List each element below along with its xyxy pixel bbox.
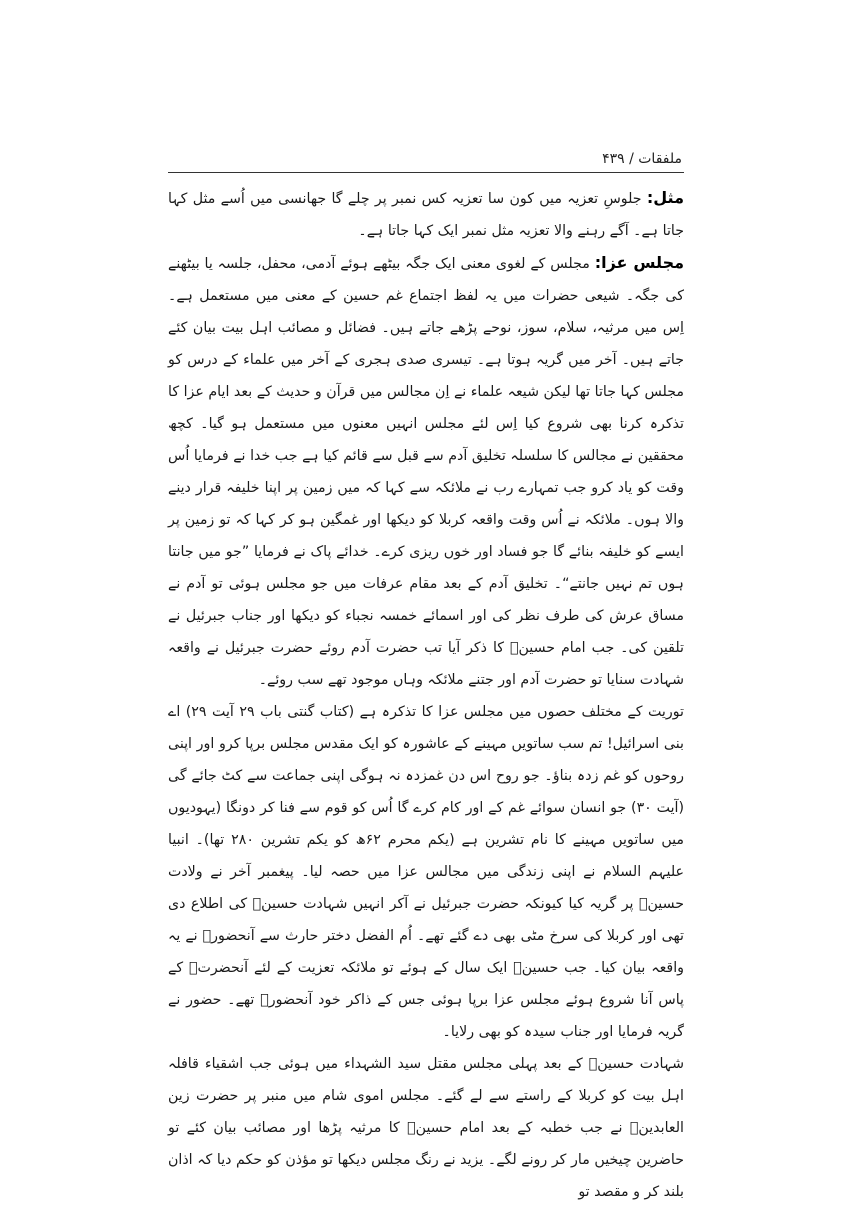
glossary-entry-majlis-e-aza bbox=[168, 247, 684, 696]
entry-definition: جلوسِ تعزیہ میں کون سا تعزیہ کس نمبر پر چلے گا جھانسی میں اُسے مثل کہا جاتا ہے۔ آگے رہنے والا تعزیہ مثل نمبر ایک کہا جاتا ہے۔ bbox=[168, 191, 684, 239]
header-rule bbox=[168, 172, 684, 173]
body-paragraph: شہادت حسینؑ کے بعد پہلی مجلس مقتل سید الشہداء میں ہوئی جب اشقیاء قافلہ اہل بیت کو کربلا کے راستے سے لے گئے۔ مجلس اموی شام میں منبر پر حضرت زین العابدینؑ نے جب خطبہ کے بعد امام حسینؑ کا مرثیہ پڑھا اور مصائب بیان کئے تو حاضرین چیخیں مار کر رونے لگے۔ یزید نے رنگ مجلس دیکھا تو مؤذن کو حکم دیا کہ اذان بلند کر و مقصد تو bbox=[168, 1056, 684, 1200]
entry-definition: مجلس کے لغوی معنی ایک جگہ بیٹھے ہوئے آدمی، محفل، جلسہ یا بیٹھنے کی جگہ۔ شیعی حضرات میں یہ لفظ اجتماع غم حسین کے معنی میں مستعمل ہے۔ اِس میں مرثیہ، سلام، سوز، نوحے پڑھے جاتے ہیں۔ فضائل و مصائب اہل بیت بیان کئے جاتے ہیں۔ آخر میں گریہ ہوتا ہے۔ تیسری صدی ہجری کے آخر میں علماء کے درس کو مجلس کہا جاتا تھا لیکن شیعہ علماء نے اِن مجالس میں قرآن و حدیث کے بعد ایام عزا کا تذکرہ کرنا بھی شروع کیا اِس لئے مجلس انہیں معنوں میں مستعمل ہو گیا۔ کچھ محققین نے مجالس کا سلسلہ تخلیق آدم سے قبل سے قائم کیا ہے جب خدا نے فرمایا اُس وقت کو یاد کرو جب تمہارے رب نے ملائکہ سے کہا کہ میں زمین پر اپنا خلیفہ قرار دینے والا ہوں۔ ملائکہ نے اُس وقت واقعہ کربلا کو دیکھا اور غمگین ہو کر کہا کہ تو زمین پر ایسے کو خلیفہ بنائے گا جو فساد اور خوں ریزی کرے۔ خدائے پاک نے فرمایا ”جو میں جانتا ہوں تم نہیں جانتے“۔ تخلیق آدم کے بعد مقام عرفات میں جو مجلس ہوئی تو آدم نے مساق عرش کی طرف نظر کی اور اسمائے خمسہ نجباء کو دیکھا اور جناب جبرئیل نے تلقین کی۔ جب امام حسینؑ کا ذکر آیا تب حضرت آدم روئے حضرت جبرئیل نے واقعہ شہادت سنایا تو حضرت آدم اور جتنے ملائکہ وہاں موجود تھے سب روئے۔ bbox=[168, 256, 684, 688]
glossary-entry-misl bbox=[168, 182, 684, 247]
running-head-page-number: ملفقات / ۴۳۹ bbox=[602, 151, 682, 167]
body-paragraph: توریت کے مختلف حصوں میں مجلس عزا کا تذکرہ ہے (کتاب گنتی باب ۲۹ آیت ۲۹) اے بنی اسرائیل! تم سب ساتویں مہینے کے عاشورہ کو ایک مقدس مجلس برپا کرو اور اپنی روحوں کو غم زدہ بناؤ۔ جو روح اس دن غمزدہ نہ ہوگی اپنی جماعت سے کٹ جائے گی (آیت ۳۰) جو انسان سوائے غم کے اور کام کرے گا اُس کو قوم سے فنا کر دونگا (یہودیوں میں ساتویں مہینے کا نام تشرین ہے (یکم محرم ۶۲ھ کو یکم تشرین ۲۸۰ تھا)۔ انبیا علیہم السلام نے اپنی زندگی میں مجالس عزا میں حصہ لیا۔ پیغمبر آخر نے ولادت حسینؑ پر گریہ کیا کیونکہ حضرت جبرئیل نے آکر انہیں شہادت حسینؑ کی اطلاع دی تھی اور کربلا کی سرخ مٹی بھی دے گئے تھے۔ اُم الفضل دختر حارث سے آنحضورؐ نے یہ واقعہ بیان کیا۔ جب حسینؑ ایک سال کے ہوئے تو ملائکہ تعزیت کے لئے آنحضرتؐ کے پاس آنا شروع ہوئے مجلس عزا برپا ہوئی جس کے ذاکر خود آنحضورؐ تھے۔ حضور نے گریہ فرمایا اور جناب سیدہ کو بھی رلایا۔ bbox=[168, 704, 684, 1040]
page-body bbox=[168, 182, 684, 1200]
entry-term: مجلس عزا: bbox=[594, 253, 684, 272]
entry-term: مثل: bbox=[646, 188, 684, 207]
